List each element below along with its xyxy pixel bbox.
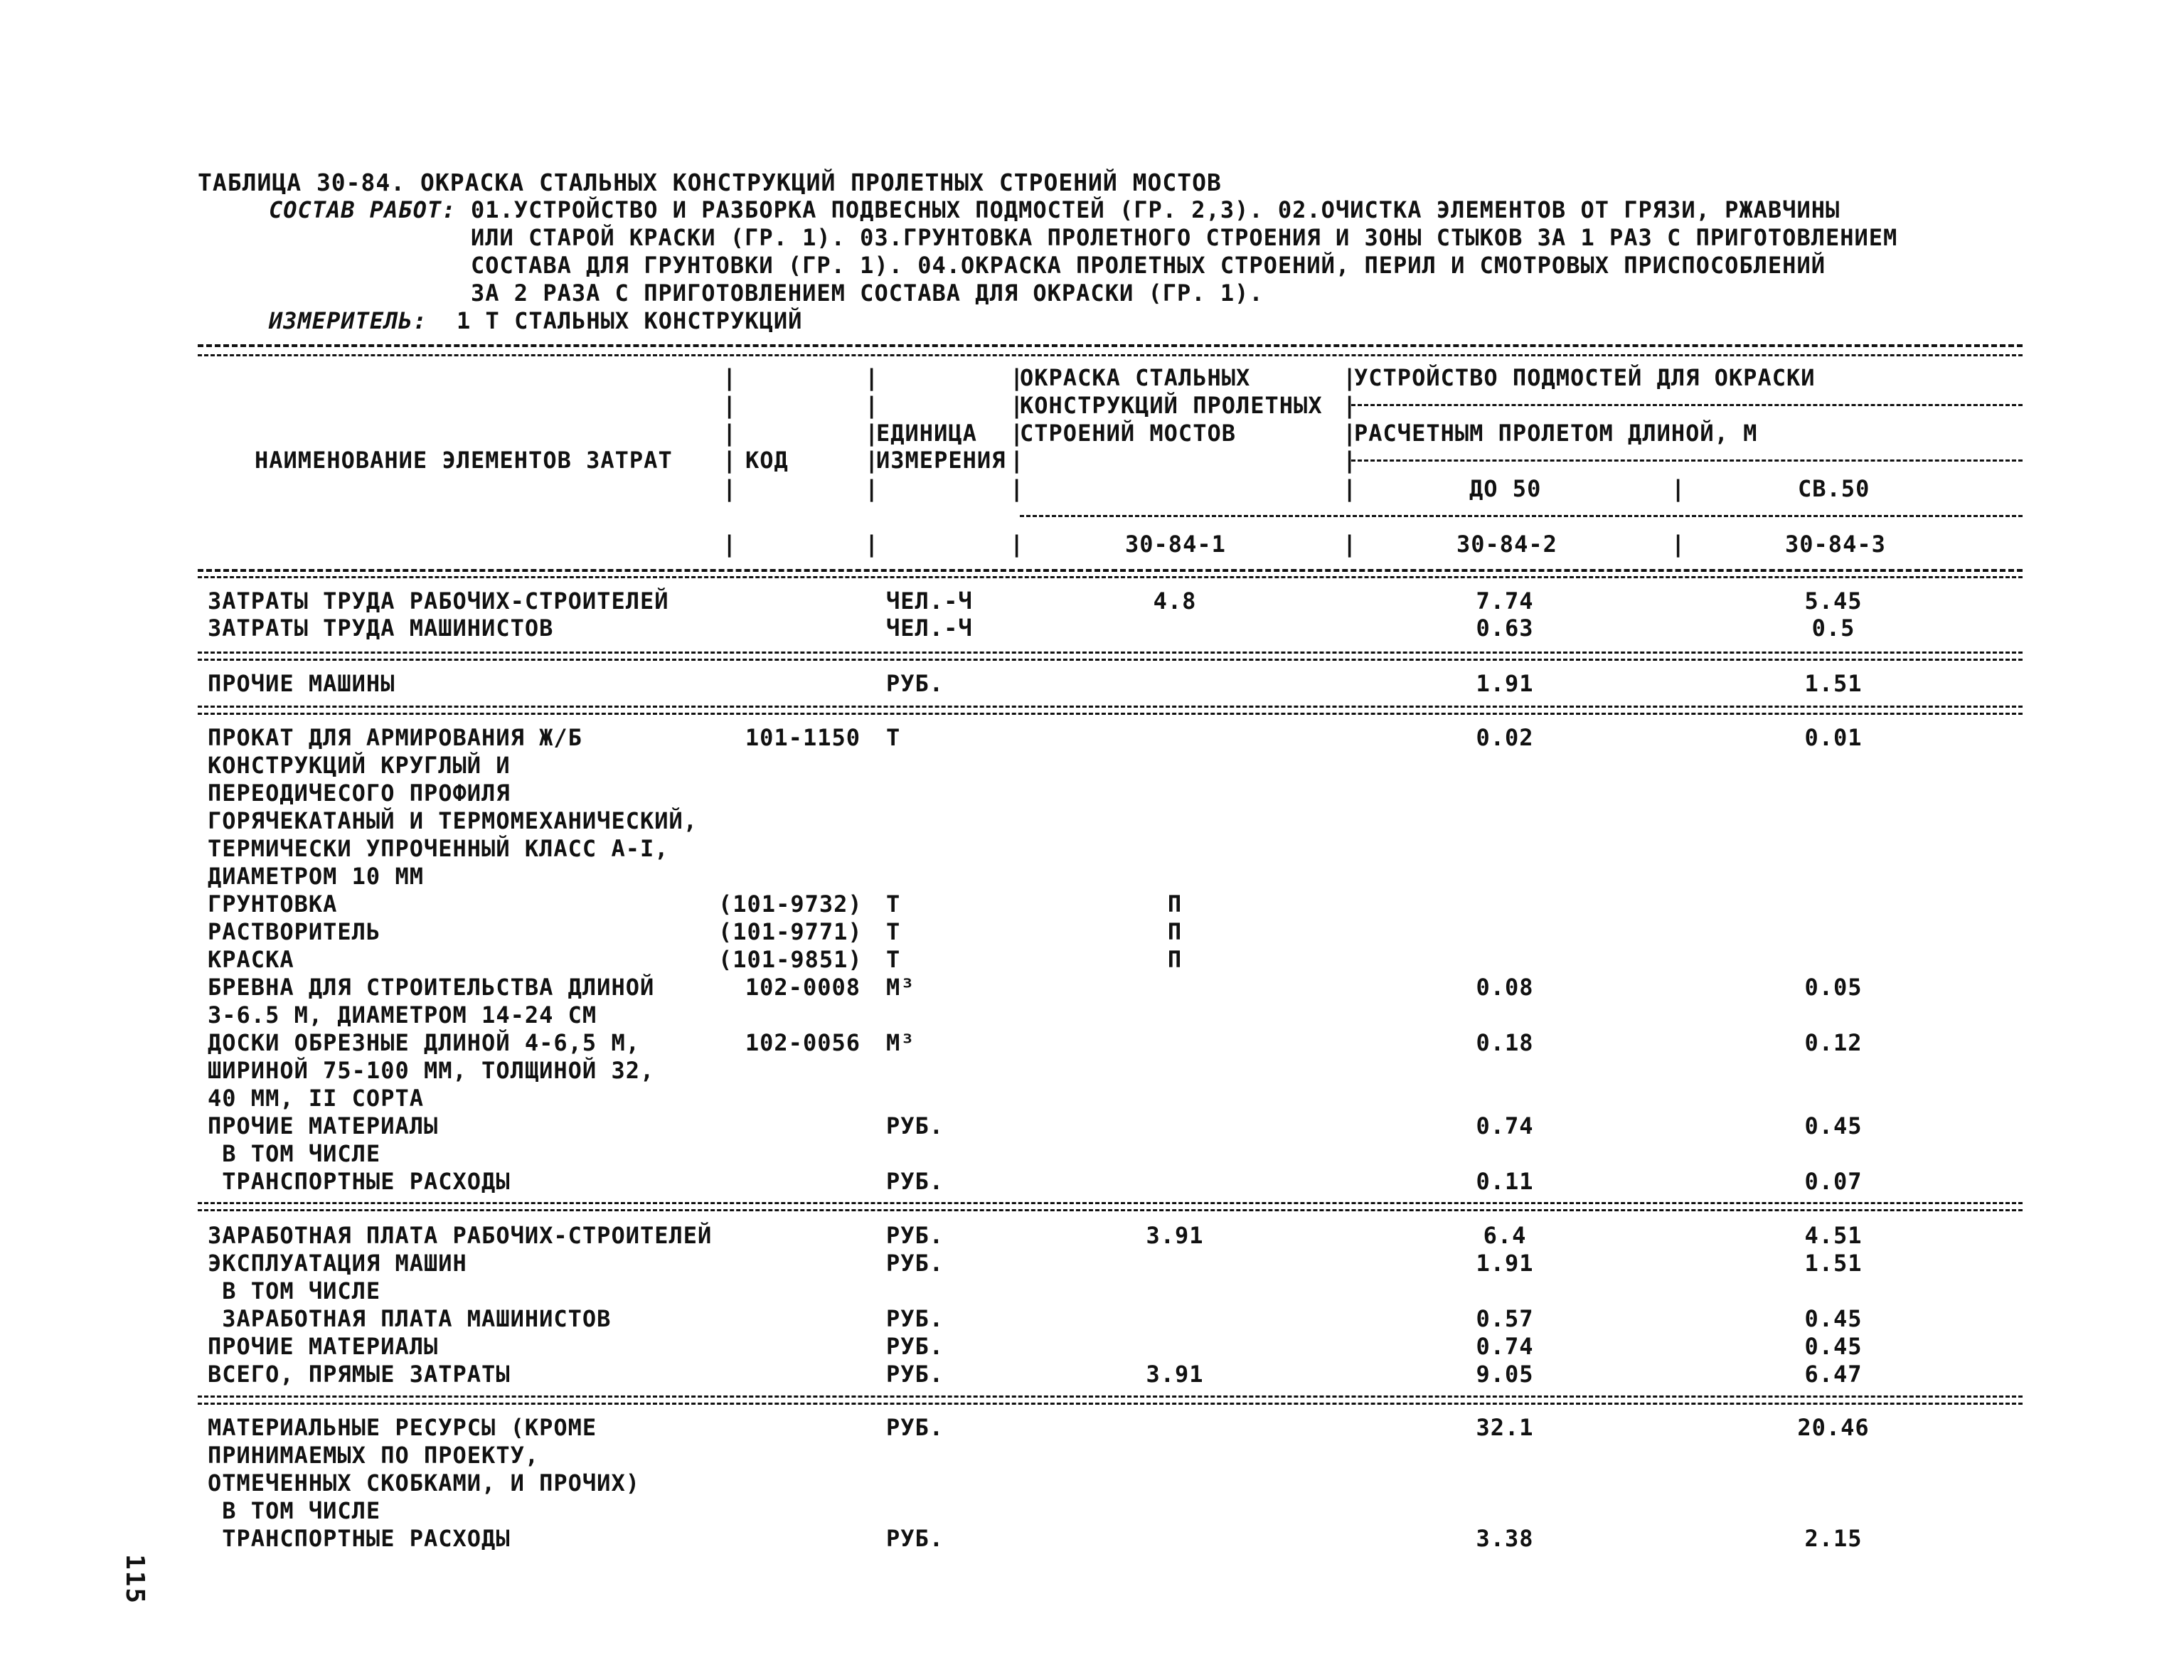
row-paint-value: П: [1167, 918, 1183, 945]
row-upto50-value: 0.63: [1476, 615, 1534, 642]
group-rule-1b: [198, 659, 2023, 661]
row-over50-value: 6.47: [1804, 1361, 1863, 1388]
row-unit: РУБ.: [886, 1250, 944, 1277]
row-name: ШИРИНОЙ 75-100 ММ, ТОЛЩИНОЙ 32,: [208, 1057, 655, 1084]
header-top-rule: [198, 344, 2023, 347]
header-column-bar: |: [1671, 531, 1685, 558]
header-scaffolding: УСТРОЙСТВО ПОДМОСТЕЙ ДЛЯ ОКРАСКИ: [1354, 364, 1816, 391]
row-name: КОНСТРУКЦИЙ КРУГЛЫЙ И: [208, 752, 511, 779]
group-rule-2b: [198, 713, 2023, 715]
header-code-2: 30-84-2: [1456, 531, 1557, 558]
header-column-bar: |: [1010, 447, 1024, 474]
header-column-bar: |: [1343, 475, 1357, 502]
header-unit-1: ЕДИНИЦА: [876, 420, 977, 447]
row-name: ЗАРАБОТНАЯ ПЛАТА РАБОЧИХ-СТРОИТЕЛЕЙ: [208, 1222, 713, 1249]
row-name: БРЕВНА ДЛЯ СТРОИТЕЛЬСТВА ДЛИНОЙ: [208, 974, 655, 1001]
row-name: В ТОМ ЧИСЛЕ: [208, 1140, 381, 1167]
header-column-bar: |: [723, 447, 737, 474]
row-over50-value: 20.46: [1797, 1414, 1870, 1441]
row-paint-value: П: [1167, 890, 1183, 918]
row-unit: РУБ.: [886, 1361, 944, 1388]
row-name: ГОРЯЧЕКАТАНЫЙ И ТЕРМОМЕХАНИЧЕСКИЙ,: [208, 807, 698, 834]
row-paint-value: 4.8: [1153, 588, 1197, 615]
header-bottom-rule-2: [198, 576, 2023, 578]
row-over50-value: 0.5: [1811, 615, 1855, 642]
measure-value: 1 Т СТАЛЬНЫХ КОНСТРУКЦИЙ: [457, 307, 803, 334]
row-name: ВСЕГО, ПРЯМЫЕ ЗАТРАТЫ: [208, 1361, 511, 1388]
row-name: КРАСКА: [208, 946, 294, 973]
row-name: ТРАНСПОРТНЫЕ РАСХОДЫ: [208, 1525, 511, 1552]
header-paint-3: СТРОЕНИЙ МОСТОВ: [1020, 420, 1236, 447]
header-over-50: СВ.50: [1798, 475, 1870, 502]
row-upto50-value: 1.91: [1476, 1250, 1534, 1277]
header-column-bar: |: [865, 420, 879, 447]
composition-line-1: 01.УСТРОЙСТВО И РАЗБОРКА ПОДВЕСНЫХ ПОДМОСТЕЙ (ГР. 2,3). 02.ОЧИСТКА ЭЛЕМЕНТОВ ОТ ГРЯЗИ, РЖАВЧИНЫ: [471, 196, 1841, 223]
row-unit: РУБ.: [886, 1168, 944, 1195]
row-over50-value: 0.45: [1804, 1305, 1863, 1332]
header-code-3: 30-84-3: [1785, 531, 1886, 558]
row-over50-value: 5.45: [1804, 588, 1863, 615]
row-name: МАТЕРИАЛЬНЫЕ РЕСУРСЫ (КРОМЕ: [208, 1414, 597, 1441]
header-column-bar: |: [1010, 420, 1024, 447]
header-column-bar: |: [1343, 364, 1357, 391]
row-name: ГРУНТОВКА: [208, 890, 338, 918]
row-name: ПЕРЕОДИЧЕСОГО ПРОФИЛЯ: [208, 780, 511, 807]
header-rule-scaffold: [1351, 404, 2023, 406]
row-over50-value: 1.51: [1804, 670, 1863, 697]
row-code: 102-0056: [745, 1029, 861, 1056]
row-name: ТРАНСПОРТНЫЕ РАСХОДЫ: [208, 1168, 511, 1195]
row-code: (101-9771): [718, 918, 863, 945]
header-column-bar: |: [723, 364, 737, 391]
header-code-1: 30-84-1: [1125, 531, 1226, 558]
header-column-bar: |: [723, 392, 737, 419]
row-name: В ТОМ ЧИСЛЕ: [208, 1277, 381, 1304]
row-over50-value: 4.51: [1804, 1222, 1863, 1249]
row-paint-value: П: [1167, 946, 1183, 973]
row-name: ПРОЧИЕ МАШИНЫ: [208, 670, 395, 697]
row-code: (101-9732): [718, 890, 863, 918]
row-unit: Т: [886, 946, 901, 973]
composition-line-2: ИЛИ СТАРОЙ КРАСКИ (ГР. 1). 03.ГРУНТОВКА ПРОЛЕТНОГО СТРОЕНИЯ И ЗОНЫ СТЫКОВ ЗА 1 РАЗ С ПРИГОТОВЛЕНИЕМ: [471, 224, 1898, 251]
row-name: ЭКСПЛУАТАЦИЯ МАШИН: [208, 1250, 467, 1277]
header-column-bar: |: [723, 531, 737, 558]
row-name: ПРОКАТ ДЛЯ АРМИРОВАНИЯ Ж/Б: [208, 724, 582, 751]
row-upto50-value: 9.05: [1476, 1361, 1534, 1388]
composition-line-4: ЗА 2 РАЗА С ПРИГОТОВЛЕНИЕМ СОСТАВА ДЛЯ ОКРАСКИ (ГР. 1).: [471, 280, 1264, 307]
header-column-bar: |: [1010, 475, 1024, 502]
composition-line-3: СОСТАВА ДЛЯ ГРУНТОВКИ (ГР. 1). 04.ОКРАСКА ПРОЛЕТНЫХ СТРОЕНИЙ, ПЕРИЛ И СМОТРОВЫХ ПРИСПОСОБЛЕНИЙ: [471, 252, 1826, 279]
row-over50-value: 0.01: [1804, 724, 1863, 751]
row-upto50-value: 1.91: [1476, 670, 1534, 697]
group-rule-4b: [198, 1403, 2023, 1405]
header-column-bar: |: [865, 447, 879, 474]
group-rule-2: [198, 706, 2023, 708]
row-unit: РУБ.: [886, 1305, 944, 1332]
row-name: 40 ММ, II СОРТА: [208, 1085, 424, 1112]
row-unit: ЧЕЛ.-Ч: [886, 588, 973, 615]
row-unit: Т: [886, 724, 901, 751]
row-upto50-value: 7.74: [1476, 588, 1534, 615]
header-upto-50: ДО 50: [1469, 475, 1542, 502]
row-over50-value: 1.51: [1804, 1250, 1863, 1277]
header-bottom-rule: [198, 569, 2023, 572]
header-paint-1: ОКРАСКА СТАЛЬНЫХ: [1020, 364, 1251, 391]
row-paint-value: 3.91: [1146, 1361, 1204, 1388]
row-over50-value: 2.15: [1804, 1525, 1863, 1552]
header-column-bar: |: [865, 392, 879, 419]
header-column-bar: |: [865, 364, 879, 391]
row-upto50-value: 0.57: [1476, 1305, 1534, 1332]
row-over50-value: 0.45: [1804, 1333, 1863, 1360]
group-rule-4: [198, 1395, 2023, 1398]
row-upto50-value: 32.1: [1476, 1414, 1534, 1441]
header-top-rule-2: [198, 354, 2023, 356]
row-name: 3-6.5 М, ДИАМЕТРОМ 14-24 СМ: [208, 1001, 597, 1028]
row-over50-value: 0.12: [1804, 1029, 1863, 1056]
row-name: ЗАРАБОТНАЯ ПЛАТА МАШИНИСТОВ: [208, 1305, 612, 1332]
row-name: ЗАТРАТЫ ТРУДА МАШИНИСТОВ: [208, 615, 554, 642]
row-over50-value: 0.05: [1804, 974, 1863, 1001]
row-upto50-value: 0.18: [1476, 1029, 1534, 1056]
group-rule-3: [198, 1202, 2023, 1204]
header-rule-span: [1351, 459, 2023, 462]
header-column-bar: |: [865, 475, 879, 502]
header-column-bar: |: [1010, 392, 1024, 419]
row-name: ДОСКИ ОБРЕЗНЫЕ ДЛИНОЙ 4-6,5 М,: [208, 1029, 640, 1056]
row-unit: М³: [886, 1029, 915, 1056]
header-code: КОД: [745, 447, 789, 474]
row-name: ОТМЕЧЕННЫХ СКОБКАМИ, И ПРОЧИХ): [208, 1469, 640, 1496]
row-code: 101-1150: [745, 724, 861, 751]
group-rule-1: [198, 652, 2023, 654]
row-name: ЗАТРАТЫ ТРУДА РАБОЧИХ-СТРОИТЕЛЕЙ: [208, 588, 669, 615]
row-upto50-value: 0.02: [1476, 724, 1534, 751]
row-unit: РУБ.: [886, 1333, 944, 1360]
row-unit: РУБ.: [886, 1222, 944, 1249]
row-upto50-value: 3.38: [1476, 1525, 1534, 1552]
header-column-bar: |: [1343, 392, 1357, 419]
row-upto50-value: 0.11: [1476, 1168, 1534, 1195]
composition-label: СОСТАВ РАБОТ:: [269, 196, 457, 223]
header-column-bar: |: [1010, 531, 1024, 558]
group-rule-3b: [198, 1209, 2023, 1211]
header-column-bar: |: [723, 475, 737, 502]
row-upto50-value: 0.74: [1476, 1112, 1534, 1139]
row-unit: РУБ.: [886, 1414, 944, 1441]
header-column-bar: |: [1343, 447, 1357, 474]
header-column-bar: |: [1343, 420, 1357, 447]
header-column-bar: |: [1010, 364, 1024, 391]
row-paint-value: 3.91: [1146, 1222, 1204, 1249]
measure-label: ИЗМЕРИТЕЛЬ:: [269, 307, 427, 334]
header-name: НАИМЕНОВАНИЕ ЭЛЕМЕНТОВ ЗАТРАТ: [255, 447, 673, 474]
row-unit: РУБ.: [886, 670, 944, 697]
header-unit-2: ИЗМЕРЕНИЯ: [876, 447, 1006, 474]
row-unit: РУБ.: [886, 1112, 944, 1139]
row-unit: РУБ.: [886, 1525, 944, 1552]
header-column-bar: |: [723, 420, 737, 447]
row-unit: Т: [886, 918, 901, 945]
row-name: ПРОЧИЕ МАТЕРИАЛЫ: [208, 1333, 439, 1360]
row-name: ПРОЧИЕ МАТЕРИАЛЫ: [208, 1112, 439, 1139]
row-name: В ТОМ ЧИСЛЕ: [208, 1497, 381, 1524]
table-title: ТАБЛИЦА 30-84. ОКРАСКА СТАЛЬНЫХ КОНСТРУКЦИЙ ПРОЛЕТНЫХ СТРОЕНИЙ МОСТОВ: [198, 169, 1222, 196]
row-upto50-value: 6.4: [1483, 1222, 1527, 1249]
header-span: РАСЧЕТНЫМ ПРОЛЕТОМ ДЛИНОЙ, М: [1354, 420, 1758, 447]
row-name: ДИАМЕТРОМ 10 ММ: [208, 863, 424, 890]
row-code: (101-9851): [718, 946, 863, 973]
header-rule-codes: [1020, 515, 2023, 517]
page-number: 115: [120, 1554, 149, 1605]
row-upto50-value: 0.74: [1476, 1333, 1534, 1360]
row-unit: Т: [886, 890, 901, 918]
row-name: РАСТВОРИТЕЛЬ: [208, 918, 381, 945]
row-upto50-value: 0.08: [1476, 974, 1534, 1001]
header-column-bar: |: [865, 531, 879, 558]
row-unit: М³: [886, 974, 915, 1001]
row-unit: ЧЕЛ.-Ч: [886, 615, 973, 642]
row-over50-value: 0.45: [1804, 1112, 1863, 1139]
header-column-bar: |: [1671, 475, 1685, 502]
row-code: 102-0008: [745, 974, 861, 1001]
row-name: ПРИНИМАЕМЫХ ПО ПРОЕКТУ,: [208, 1442, 540, 1469]
row-name: ТЕРМИЧЕСКИ УПРОЧЕННЫЙ КЛАСС А-I,: [208, 835, 669, 862]
header-column-bar: |: [1343, 531, 1357, 558]
header-paint-2: КОНСТРУКЦИЙ ПРОЛЕТНЫХ: [1020, 392, 1323, 419]
row-over50-value: 0.07: [1804, 1168, 1863, 1195]
